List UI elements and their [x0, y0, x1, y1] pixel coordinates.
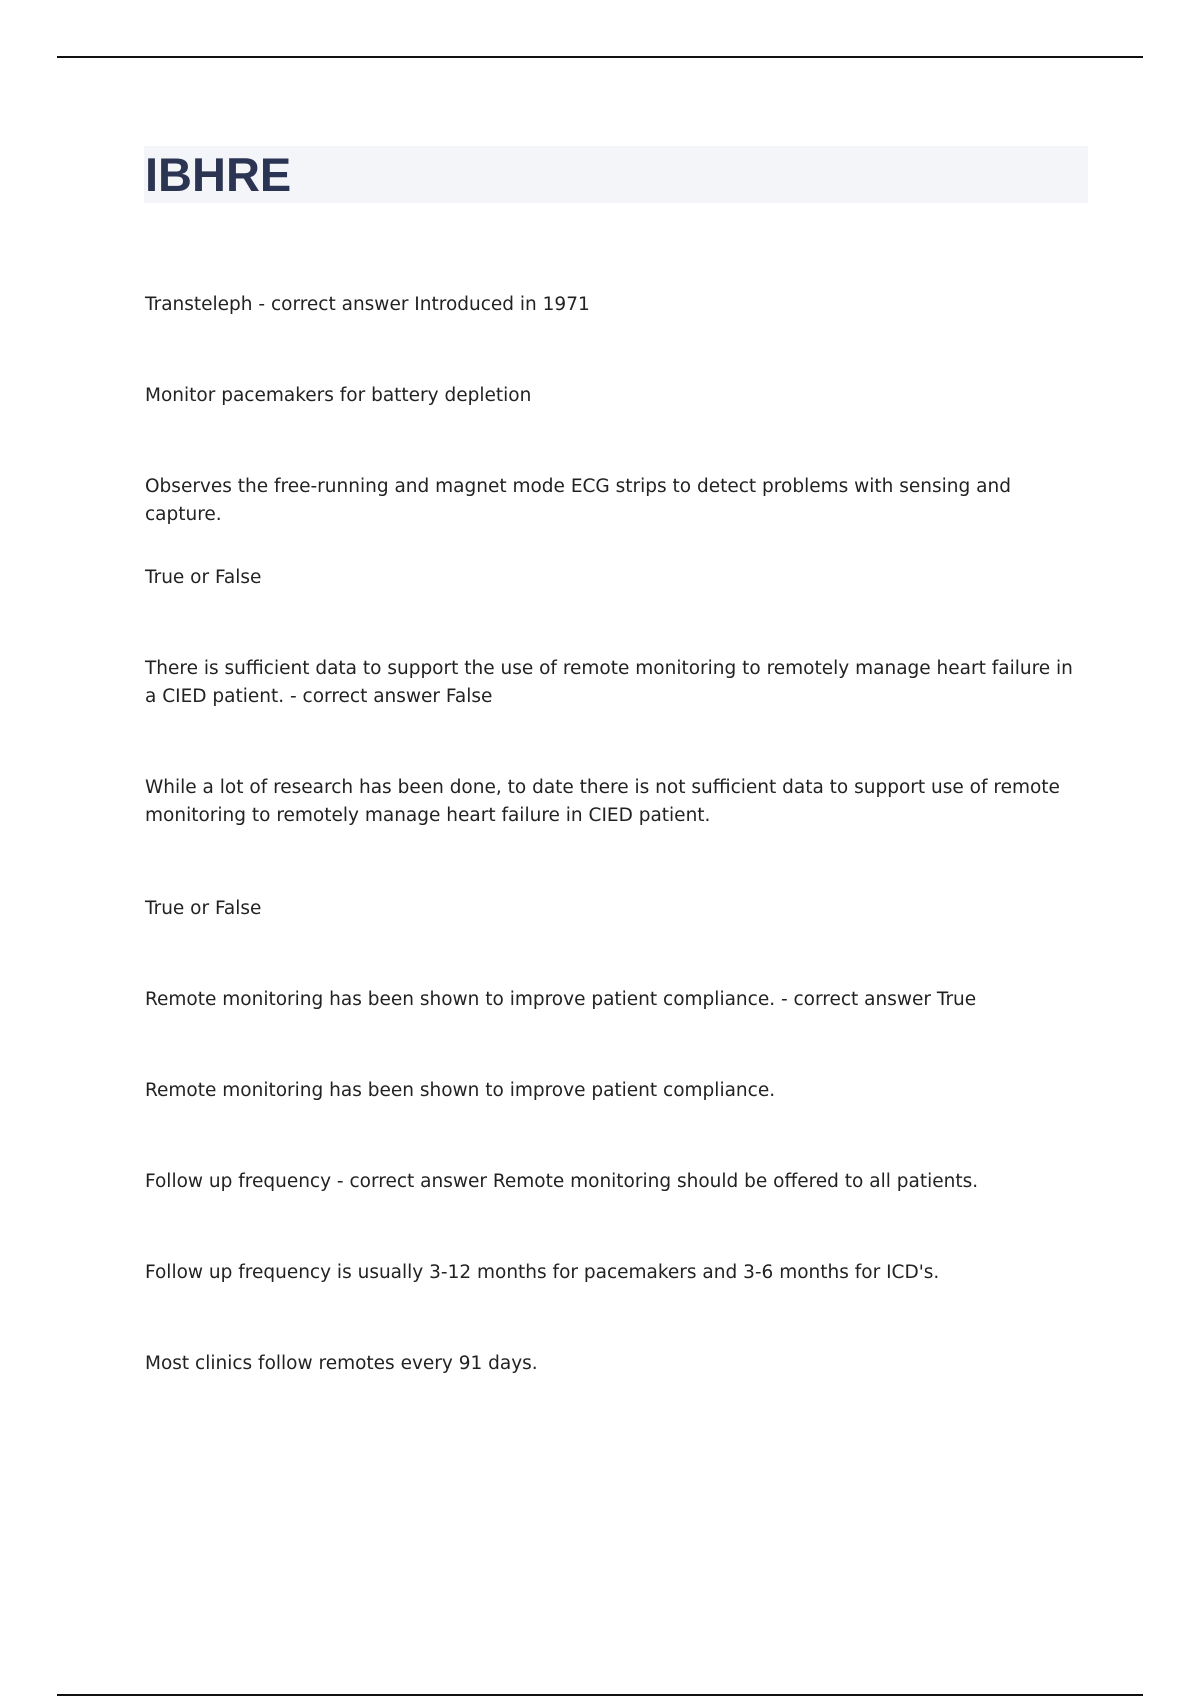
- paragraph-monitor-pacemakers: Monitor pacemakers for battery depletion: [145, 385, 532, 406]
- paragraph-compliance-explanation: Remote monitoring has been shown to improve patient compliance.: [145, 1080, 776, 1101]
- paragraph-compliance-question: Remote monitoring has been shown to improve patient compliance. - correct answer True: [145, 989, 977, 1010]
- paragraph-transteleph: Transteleph - correct answer Introduced in 1971: [145, 294, 590, 315]
- paragraph-sufficient-data-question: There is sufficient data to support the use of remote monitoring to remotely manage heart failure in a CIED patient. - correct answer False: [145, 658, 1073, 707]
- paragraph-true-or-false-1: True or False: [145, 567, 262, 588]
- paragraph-follow-up-question: Follow up frequency - correct answer Remote monitoring should be offered to all patients.: [145, 1171, 979, 1192]
- paragraph-follow-up-frequency: Follow up frequency is usually 3-12 months for pacemakers and 3-6 months for ICD's.: [145, 1262, 940, 1283]
- paragraph-research-explanation: While a lot of research has been done, to date there is not sufficient data to support use of remote monitoring to remotely manage heart failure in CIED patient.: [145, 777, 1060, 826]
- document-title: IBHRE: [145, 148, 292, 201]
- footer-rule: [57, 1694, 1143, 1696]
- paragraph-observes-ecg: Observes the free-running and magnet mode ECG strips to detect problems with sensing and capture.: [145, 476, 1011, 525]
- paragraph-true-or-false-2: True or False: [145, 898, 262, 919]
- paragraph-clinics-remotes: Most clinics follow remotes every 91 days.: [145, 1353, 538, 1374]
- header-rule: [57, 56, 1143, 58]
